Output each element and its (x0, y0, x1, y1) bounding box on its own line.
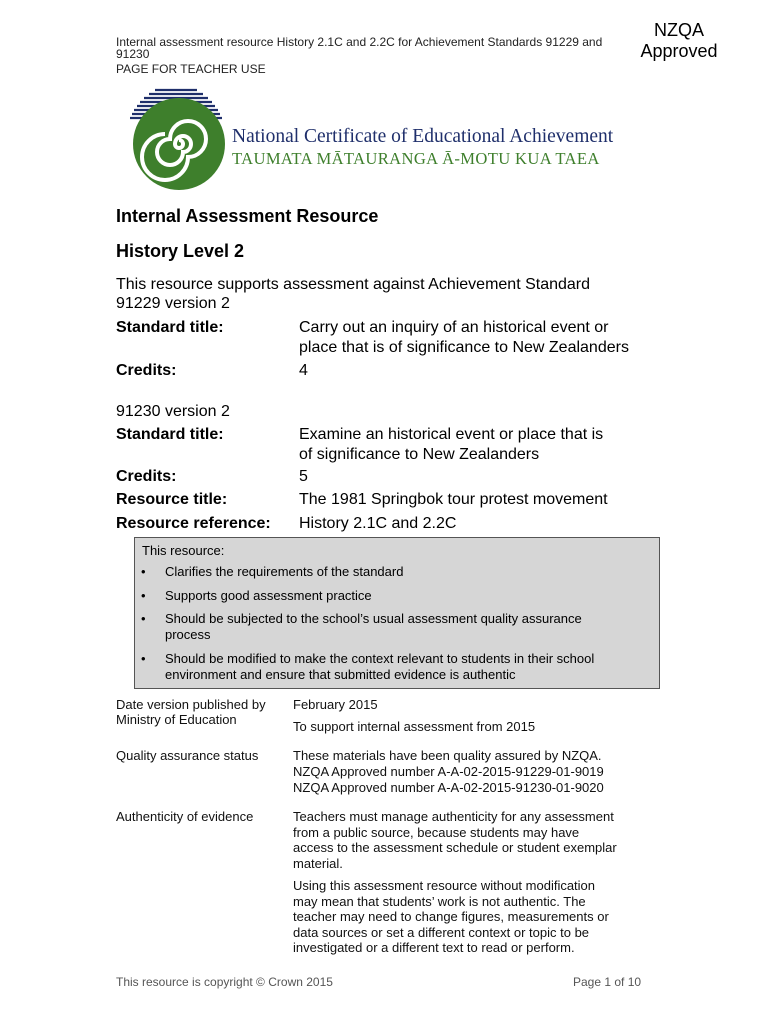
bullet-icon: • (141, 564, 146, 579)
bullet-icon: • (141, 651, 146, 666)
header-line-1: Internal assessment resource History 2.1C and 2.2C for Achievement Standards 91229 and (116, 35, 603, 49)
stamp-line-1: NZQA (653, 20, 704, 40)
standard1-title-label: Standard title: (116, 319, 224, 336)
text-line: access to the assessment schedule or student exemplar (293, 840, 617, 855)
qa-line-3: NZQA Approved number A-A-02-2015-91230-01-9020 (293, 780, 604, 795)
qa-line-1: These materials have been quality assured by NZQA. (293, 748, 602, 763)
header-teacher-use: PAGE FOR TEACHER USE (116, 62, 266, 76)
resource-reference-label: Resource reference: (116, 515, 271, 532)
header-line-2: 91230 (116, 47, 150, 61)
box-intro: This resource: (142, 543, 225, 558)
footer-page-number: Page 1 of 10 (573, 975, 642, 989)
date-value: February 2015 (293, 697, 378, 712)
standard2-title-label: Standard title: (116, 426, 224, 443)
box-item-text: Should be subjected to the school’s usual assessment quality assurance (165, 611, 582, 626)
text-line: Using this assessment resource without modification (293, 878, 596, 893)
box-list-item (135, 588, 655, 604)
koru-emblem-icon (125, 88, 230, 196)
box-item-text: Should be modified to make the context relevant to students in their school (165, 651, 595, 666)
logo-name-english: National Certificate of Educational Achievement (232, 126, 614, 147)
logo-name-maori: TAUMATA MĀTAURANGA Ā-MOTU KUA TAEA (232, 149, 600, 168)
standard1-credits-label: Credits: (116, 362, 177, 379)
box-list-item (135, 651, 655, 683)
page-title: Internal Assessment Resource (116, 206, 379, 226)
qa-label: Quality assurance status (116, 748, 259, 763)
date-value-2: To support internal assessment from 2015 (293, 719, 536, 734)
standard2-version: 91230 version 2 (116, 403, 230, 420)
text-line: from a public source, because students may have (293, 824, 580, 840)
text-line: data sources or set a different context or topic to be (293, 924, 590, 940)
box-list-item (135, 564, 655, 580)
subject-title: History Level 2 (116, 241, 245, 261)
footer-copyright: This resource is copyright © Crown 2015 (116, 975, 333, 989)
text-line: investigated or a different text to read or perform. (293, 940, 575, 955)
standard2-credits-label: Credits: (116, 468, 177, 485)
bullet-icon: • (141, 611, 146, 626)
authenticity-paragraph-1 (293, 809, 663, 871)
standard2-credits-value: 5 (299, 468, 308, 485)
date-label-line-2: Ministry of Education (116, 712, 237, 727)
resource-title-value: The 1981 Springbok tour protest movement (299, 491, 608, 508)
text-line: teacher may need to change figures, measurements or (293, 909, 609, 924)
box-item-text: Supports good assessment practice (165, 588, 372, 603)
box-item-text-cont: environment and ensure that submitted evidence is authentic (165, 667, 516, 682)
authenticity-paragraph-2 (293, 878, 663, 956)
authenticity-label: Authenticity of evidence (116, 809, 254, 824)
qa-line-2: NZQA Approved number A-A-02-2015-91229-01-9019 (293, 764, 604, 779)
box-item-text-cont: process (165, 627, 211, 642)
ncea-logo (125, 88, 645, 196)
resource-reference-value: History 2.1C and 2.2C (299, 515, 457, 532)
intro-line-2: 91229 version 2 (116, 295, 230, 312)
stamp-line-2: Approved (640, 41, 718, 61)
box-list-item (135, 611, 655, 643)
text-line: may mean that students’ work is not authentic. The (293, 893, 586, 909)
standard2-title-line-1: Examine an historical event or place that is (299, 426, 604, 443)
standard2-title-line-2: of significance to New Zealanders (299, 446, 540, 463)
nzqa-approved-stamp (630, 20, 728, 62)
text-line: material. (293, 855, 343, 871)
standard1-credits-value: 4 (299, 362, 308, 379)
intro-line-1: This resource supports assessment against Achievement Standard (116, 276, 591, 293)
date-label-line-1: Date version published by (116, 697, 266, 712)
standard1-title-line-2: place that is of significance to New Zealanders (299, 339, 629, 356)
bullet-icon: • (141, 588, 146, 603)
box-item-text: Clarifies the requirements of the standard (165, 564, 404, 579)
standard1-title-line-1: Carry out an inquiry of an historical event or (299, 319, 609, 336)
text-line: Teachers must manage authenticity for any assessment (293, 809, 614, 824)
resource-title-label: Resource title: (116, 491, 228, 508)
resource-notes-box (134, 537, 660, 689)
